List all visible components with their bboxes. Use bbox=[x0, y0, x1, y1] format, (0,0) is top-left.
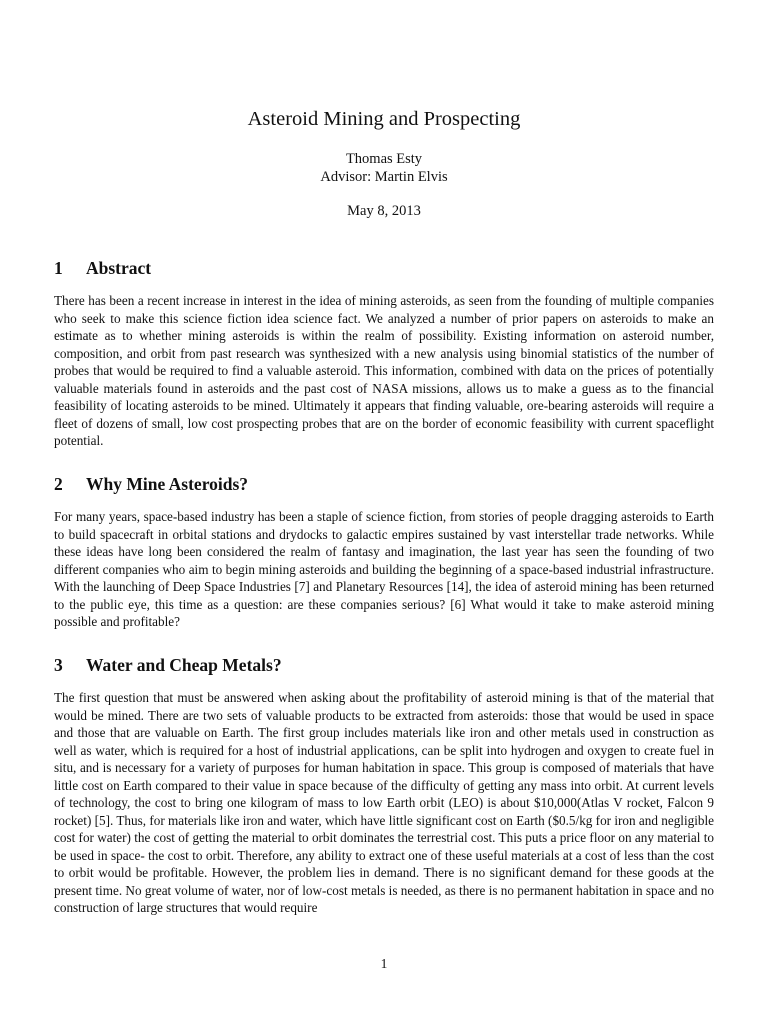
section-number: 3 bbox=[54, 655, 63, 675]
section-heading-water-metals bbox=[54, 653, 714, 677]
section-heading-why-mine bbox=[54, 472, 714, 496]
paper-title: Asteroid Mining and Prospecting bbox=[247, 108, 521, 130]
publication-date: May 8, 2013 bbox=[347, 203, 421, 219]
why-mine-paragraph: For many years, space-based industry has been a staple of science fiction, from stories of people dragging asteroids to Earth to build spacecraft in orbital stations and drydocks to galactic empires sustained by vast interstellar trade networks. While these ideas have long been considered the realm of fantasy and imagination, the last year has seen the founding of two different companies who aim to begin mining asteroids and building the beginning of a space-based industrial infrastructure. With the launching of Deep Space Industries [7] and Planetary Resources [14], the idea of asteroid mining has been returned to the public eye, this time as a question: are these companies serious? [6] What would it take to make asteroid mining possible and profitable? bbox=[54, 509, 714, 629]
abstract-paragraph: There has been a recent increase in interest in the idea of mining asteroids, as seen from the founding of multiple companies who seek to make this science fiction idea science fact. We analyzed a number of prior papers on asteroids to make an estimate as to whether mining asteroids is within the realm of possibility. Existing information on asteroid number, composition, and orbit from past research was synthesized with a new analysis using binomial statistics of the number of probes that would be required to find a valuable asteroid. This information, combined with data on the prices of potentially valuable materials found in asteroids and the past cost of NASA missions, allows us to make a guess as to the financial feasibility of locating asteroids to be mined. Ultimately it appears that finding valuable, ore-bearing asteroids will require a fleet of dozens of small, low cost prospecting probes that are on the border of economic feasibility with current spaceflight potential. bbox=[54, 293, 714, 448]
water-metals-paragraph: The first question that must be answered when asking about the profitability of asteroid mining is that of the material that would be mined. There are two sets of valuable products to be extracted from asteroids: those that would be used in space and those that are valuable on Earth. The first group includes materials like iron and other metals used in construction as well as water, which is required for a host of industrial applications, can be split into hydrogen and oxygen to create fuel in situ, and is necessary for a variety of purposes for human habitation in space. This group is composed of materials that have little cost on Earth compared to their value in space because of the difficulty of getting any mass into orbit. At current levels of technology, the cost to bring one kilogram of mass to low Earth orbit (LEO) is about $10,000(Atlas V rocket, Falcon 9 rocket) [5]. Thus, for materials like iron and water, which have little significant cost on Earth ($0.5/kg for iron and negligible cost for water) the cost of getting the material to orbit dominates the terrestrial cost. This puts a price floor on any material to be used in space- the cost to orbit. Therefore, any ability to extract one of these useful materials at a cost of less than the cost to orbit would be profitable. However, the problem lies in demand. There is no significant demand for these goods at the present time. No great volume of water, nor of low-cost metals is needed, as there is no permanent habitation in space and no construction of large structures that would require bbox=[54, 690, 714, 915]
author-name: Thomas Esty bbox=[345, 151, 423, 167]
page-number: 1 bbox=[380, 956, 388, 971]
section-number: 2 bbox=[54, 474, 63, 494]
section-number: 1 bbox=[54, 258, 63, 278]
section-title: Abstract bbox=[86, 258, 152, 278]
section-title: Why Mine Asteroids? bbox=[86, 474, 249, 494]
section-title: Water and Cheap Metals? bbox=[86, 655, 282, 675]
advisor-name: Advisor: Martin Elvis bbox=[320, 169, 448, 185]
section-heading-abstract bbox=[54, 256, 714, 280]
